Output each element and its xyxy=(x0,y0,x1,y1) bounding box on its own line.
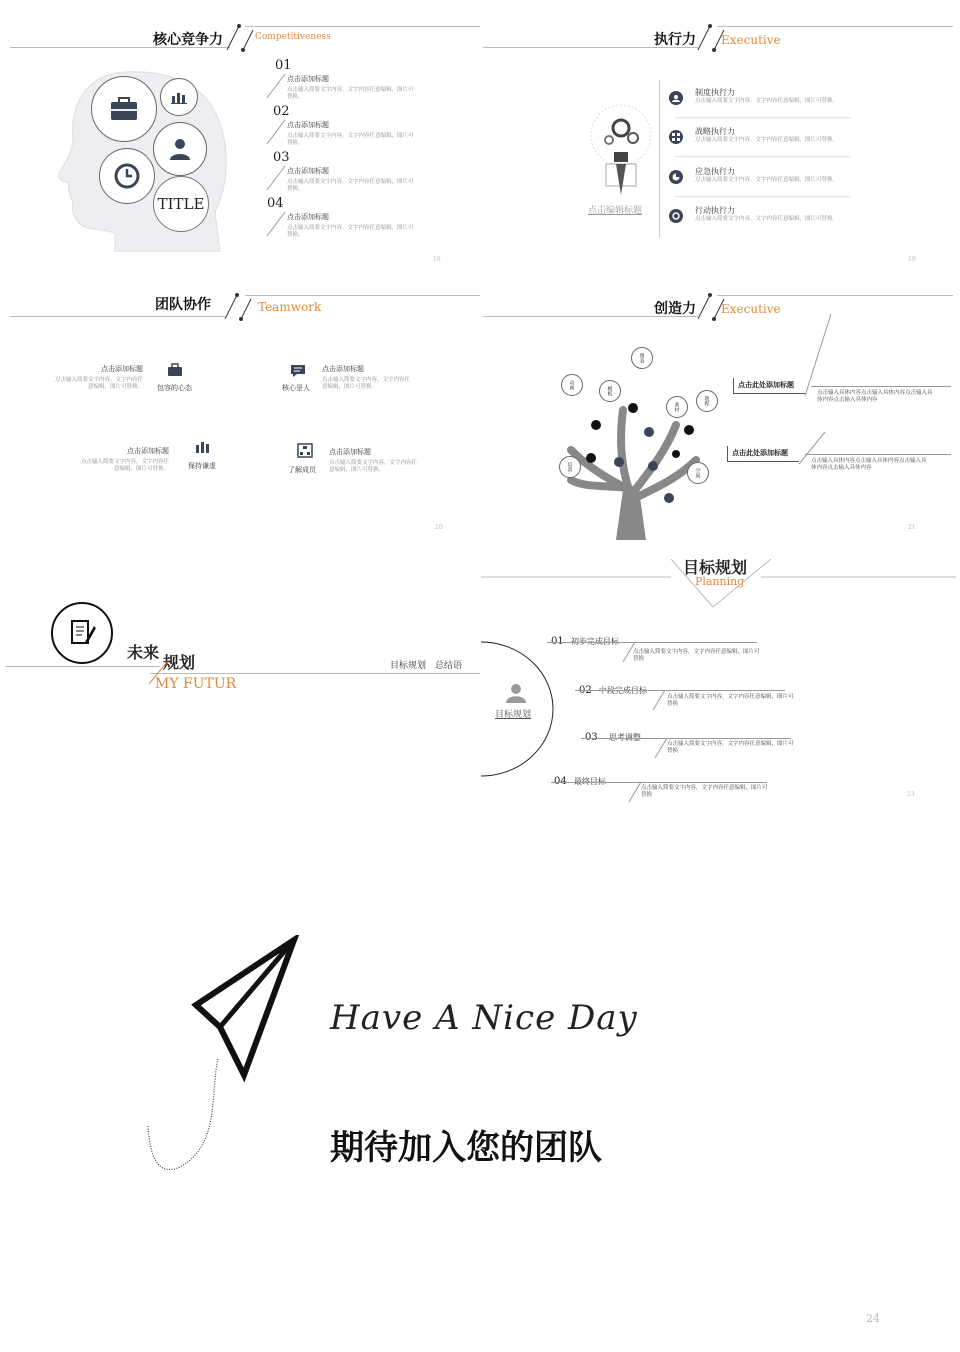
page-number: 18 xyxy=(433,256,441,263)
slide-subtitle: Executive xyxy=(721,302,781,316)
bubble-label: 素材 xyxy=(666,396,688,418)
title-underline xyxy=(5,666,160,667)
callout-desc: 点击输入具体内容点击输入具体内容点击输入具体内容点击输入具体内容 xyxy=(817,390,933,403)
slide-my-future xyxy=(5,560,480,830)
item-title: 点击添加标题 xyxy=(329,448,371,456)
team-item xyxy=(53,364,143,391)
item-label: 核心是人 xyxy=(282,384,310,392)
briefcase-icon xyxy=(91,76,157,142)
callout-title: 点击此处添加标题 xyxy=(727,446,799,462)
clock-icon xyxy=(99,148,155,204)
callout-rule xyxy=(811,386,951,387)
item-desc: 点击输入简要文字内容，文字内容任意编辑，图片可替换。 xyxy=(695,137,839,143)
nav-summary[interactable]: 总结语 xyxy=(435,661,463,671)
header-line xyxy=(245,295,480,296)
item-title: 点击添加标题 xyxy=(322,365,364,373)
item-dividers xyxy=(263,58,293,258)
item-title: 点击添加标题 xyxy=(287,167,329,175)
slide-teamwork xyxy=(5,290,480,560)
slide-subtitle: Planning xyxy=(695,575,745,588)
header-line xyxy=(10,316,225,317)
title-circle xyxy=(153,176,209,232)
subtitle-en: MY FUTUR xyxy=(155,676,237,692)
header-line xyxy=(245,26,480,27)
item-number: 02 xyxy=(273,104,290,119)
image-caption: 点击编辑标题 xyxy=(588,206,643,216)
header-line xyxy=(717,295,953,296)
grid-icon xyxy=(669,130,683,144)
page-number: 19 xyxy=(908,256,916,263)
item-rule xyxy=(581,738,791,739)
bubble-label: 动画 xyxy=(561,374,583,396)
callout-rule xyxy=(805,454,951,455)
bubble-label: 模板 xyxy=(599,380,621,402)
item-desc: 点击输入简要文字内容，文字内容任意编辑，图片可替换。 xyxy=(54,377,143,390)
org-chart-icon xyxy=(297,443,313,458)
slide-subtitle: Executive xyxy=(721,33,781,47)
bubble-label: 空间 xyxy=(687,462,709,484)
item-desc: 点击输入简要文字内容，文字内容任意编辑，图片可替换。 xyxy=(695,216,839,222)
nav-goal-planning[interactable]: 目标规划 xyxy=(390,661,427,671)
slide-competitiveness xyxy=(5,20,480,290)
item-title: 制度执行力 xyxy=(695,88,735,97)
item-label: 保持谦虚 xyxy=(188,462,216,470)
greeting-text: Have A Nice Day xyxy=(330,998,638,1038)
page-number: 24 xyxy=(866,1312,880,1325)
lightbulb-gears-icon xyxy=(581,90,661,200)
item-desc: 点击输入简要文字内容，文字内容任意编辑，图片可替换 xyxy=(667,694,794,707)
item-desc: 点击输入简要文字内容，文字内容任意编辑，图片可替换。 xyxy=(287,179,414,192)
user-icon xyxy=(505,683,527,703)
slide-title: 目标规划 xyxy=(683,558,748,577)
item-label: 包容的心态 xyxy=(157,384,192,392)
item-title: 行动执行力 xyxy=(695,206,735,215)
item-title: 点击添加标题 xyxy=(101,365,143,373)
slide-closing xyxy=(0,830,960,1352)
item-rule xyxy=(551,782,767,783)
item-shadow xyxy=(675,156,851,158)
goal-item xyxy=(554,769,606,788)
bubble-label: 图表 xyxy=(631,347,653,369)
slide-subtitle: Competitiveness xyxy=(255,32,331,42)
title-part-2: 规划 xyxy=(163,653,196,672)
vertical-divider xyxy=(659,80,660,238)
header-divider xyxy=(225,22,255,52)
tree-illustration xyxy=(551,370,721,540)
bubble-label: 教程 xyxy=(696,390,718,412)
slide-goal-planning xyxy=(481,545,956,805)
item-title: 战略执行力 xyxy=(695,127,735,136)
page-number: 21 xyxy=(908,524,916,531)
item-shadow xyxy=(675,196,851,198)
item-title: 点击添加标题 xyxy=(127,447,169,455)
page-number: 23 xyxy=(907,791,915,798)
user-icon xyxy=(153,122,207,176)
item-desc: 点击输入简要文字内容，文字内容任意编辑，图片可替换。 xyxy=(329,460,418,473)
slogan-text: 期待加入您的团队 xyxy=(330,1128,602,1168)
slide-title: 创造力 xyxy=(654,301,696,317)
header-chevron xyxy=(481,559,956,615)
team-item xyxy=(329,447,421,474)
header-line xyxy=(717,26,953,27)
slide-subtitle: Teamwork xyxy=(258,300,322,314)
callout-title: 点击此处添加标题 xyxy=(733,378,805,394)
head-label: TITLE xyxy=(157,195,205,213)
item-desc: 点击输入简要文字内容，文字内容任意编辑，图片可替换。 xyxy=(287,87,414,100)
item-desc: 点击输入简要文字内容，文字内容任意编辑，图片可替换。 xyxy=(80,459,169,472)
slide-title: 核心竞争力 xyxy=(153,32,223,48)
slide-creativity xyxy=(481,290,956,560)
item-title: 点击添加标题 xyxy=(287,121,329,129)
slide-title: 执行力 xyxy=(654,32,696,48)
item-number: 03 xyxy=(273,150,290,165)
item-shadow xyxy=(675,117,851,119)
goal-item xyxy=(551,629,619,648)
item-number: 04 xyxy=(267,196,284,211)
item-desc: 点击输入简要文字内容，文字内容任意编辑，图片可替换。 xyxy=(287,225,414,238)
item-desc: 点击输入简要文字内容，文字内容任意编辑，图片可替换 xyxy=(641,785,768,798)
item-rule xyxy=(547,642,757,643)
title-part-1: 未来 xyxy=(127,643,160,662)
slide-executive xyxy=(481,20,956,290)
item-label: 了解成员 xyxy=(288,466,316,474)
item-desc: 点击输入简要文字内容，文字内容任意编辑，图片可替换。 xyxy=(287,133,414,146)
item-desc: 点击输入简要文字内容，文字内容任意编辑，图片可替换。 xyxy=(695,177,839,183)
goal-item xyxy=(579,678,647,697)
item-slash xyxy=(651,688,667,712)
item-title: 应急执行力 xyxy=(695,167,735,176)
team-item xyxy=(77,446,169,473)
bar-chart-icon xyxy=(195,440,211,454)
paper-plane-icon xyxy=(140,935,310,1175)
item-desc: 点击输入简要文字内容，文字内容任意编辑，图片可替换。 xyxy=(695,98,839,104)
edit-document-icon xyxy=(51,602,113,664)
header-divider xyxy=(223,291,253,321)
user-icon xyxy=(669,91,683,105)
item-desc: 点击输入简要文字内容，文字内容任意编辑，图片可替换 xyxy=(633,649,760,662)
center-label: 目标规划 xyxy=(495,710,532,720)
chat-icon xyxy=(290,364,306,378)
title-underline xyxy=(150,673,480,674)
gear-icon xyxy=(669,209,683,223)
callout-desc: 点击输入具体内容点击输入具体内容点击输入具体内容点击输入具体内容 xyxy=(811,458,927,471)
item-title: 点击添加标题 xyxy=(287,213,329,221)
page-number: 20 xyxy=(435,524,443,531)
item-title: 点击添加标题 xyxy=(287,75,329,83)
briefcase-icon xyxy=(167,363,183,377)
team-item xyxy=(322,364,414,391)
pie-icon xyxy=(669,170,683,184)
item-rule xyxy=(575,690,785,691)
item-desc: 点击输入简要文字内容，文字内容任意编辑，图片可替换。 xyxy=(322,377,411,390)
goal-item xyxy=(585,725,641,744)
bubble-label: 培训 xyxy=(559,456,581,478)
item-desc: 点击输入简要文字内容，文字内容任意编辑，图片可替换 xyxy=(667,741,794,754)
item-number: 01 xyxy=(275,58,292,73)
bar-chart-icon xyxy=(160,78,198,116)
slide-title: 团队协作 xyxy=(155,297,211,313)
